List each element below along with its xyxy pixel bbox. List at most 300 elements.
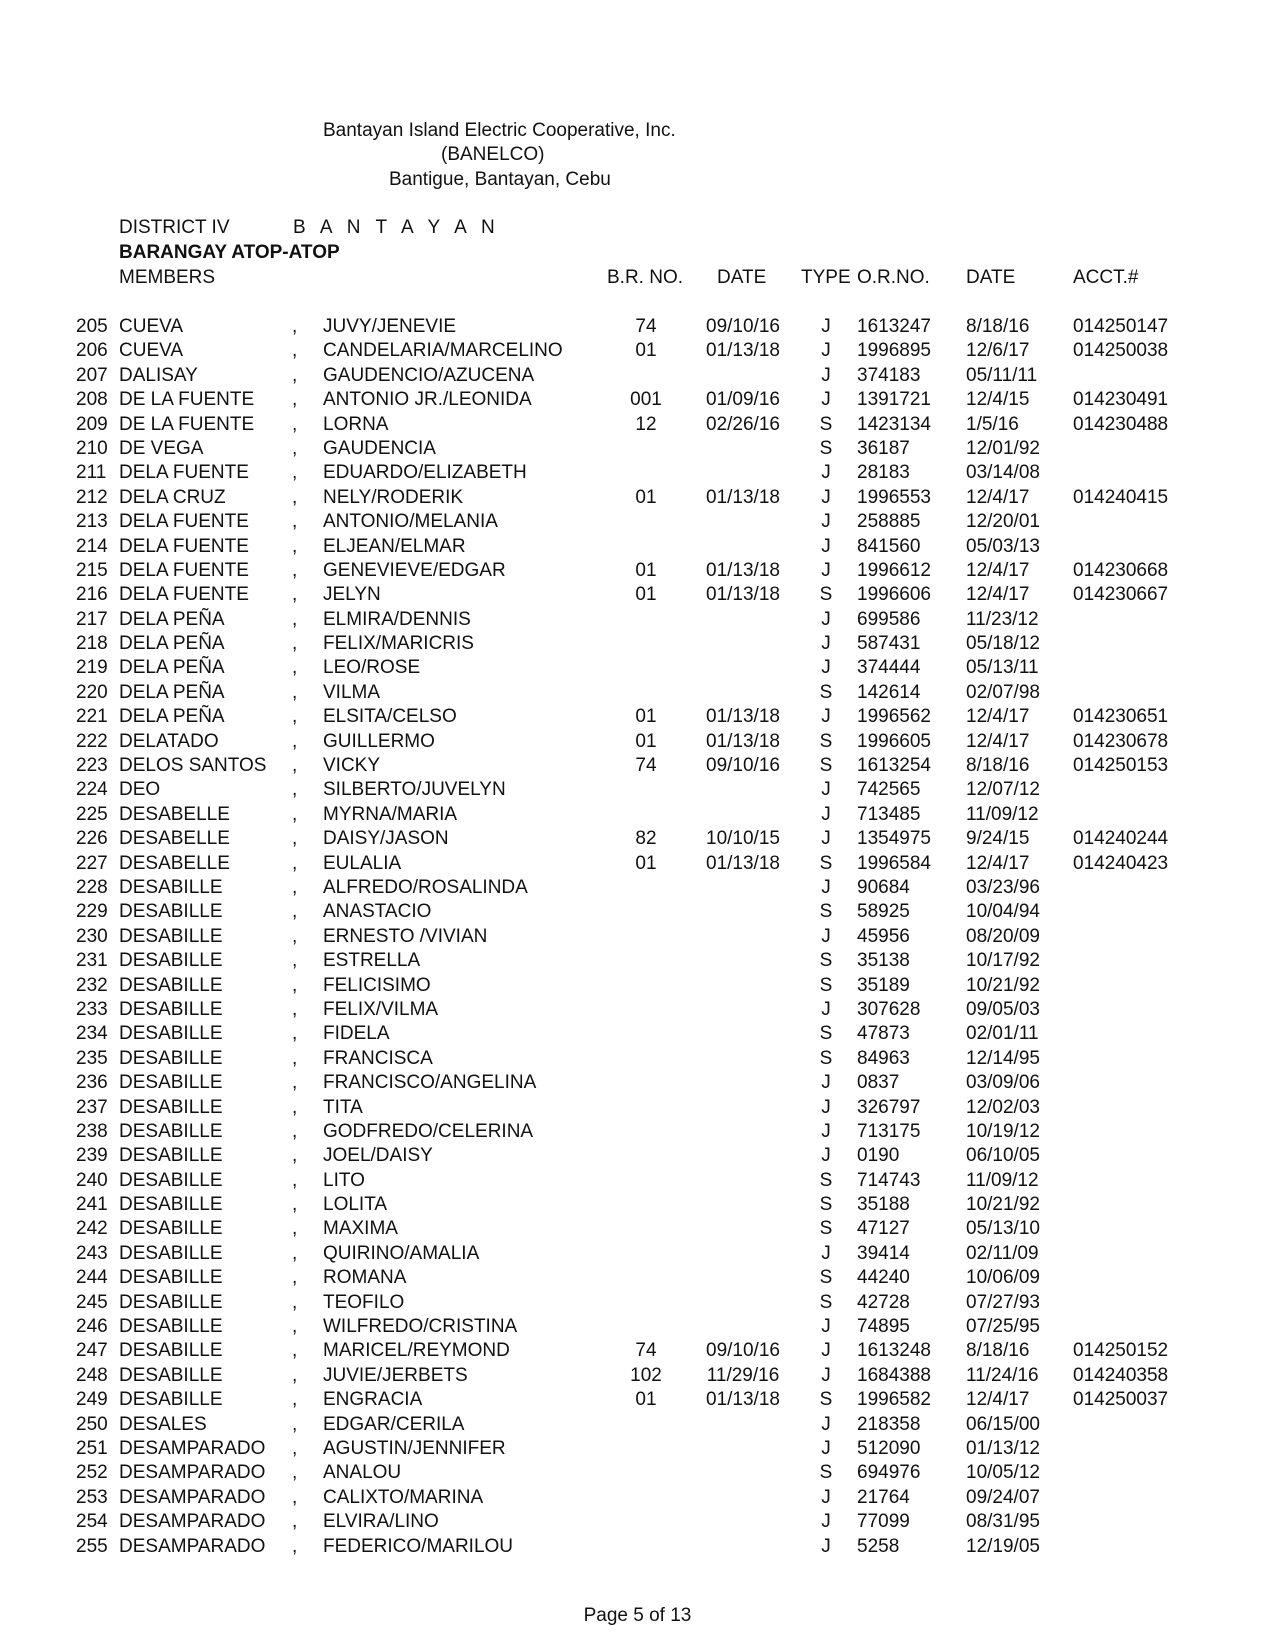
name-separator: , (292, 1340, 298, 1362)
name-separator: , (292, 1462, 298, 1484)
membership-type: S (819, 584, 833, 606)
or-number: 35188 (857, 1194, 910, 1216)
membership-type: S (819, 1389, 833, 1411)
table-row (0, 950, 1275, 974)
last-name: DESAMPARADO (119, 1462, 266, 1484)
first-names: FRANCISCA (323, 1047, 433, 1069)
or-number: 1996606 (857, 584, 931, 606)
district-label: DISTRICT IV (119, 217, 230, 238)
row-number: 237 (76, 1096, 108, 1118)
table-row (0, 1218, 1275, 1242)
first-names: ANTONIO JR./LEONIDA (323, 389, 532, 411)
br-number: 01 (635, 340, 657, 362)
membership-type: J (821, 1242, 831, 1264)
row-number: 246 (76, 1316, 108, 1338)
name-separator: , (292, 901, 298, 923)
first-names: EDGAR/CERILA (323, 1413, 465, 1435)
account-number: 014230651 (1073, 706, 1169, 728)
row-number: 254 (76, 1511, 108, 1533)
or-date: 10/04/94 (966, 901, 1040, 923)
membership-type: J (821, 779, 831, 801)
name-separator: , (292, 730, 298, 752)
row-number: 244 (76, 1267, 108, 1289)
org-name: Bantayan Island Electric Cooperative, Inc. (323, 120, 676, 141)
name-separator: , (292, 1120, 298, 1142)
first-names: MAXIMA (323, 1218, 398, 1240)
table-row (0, 779, 1275, 803)
name-separator: , (292, 1316, 298, 1338)
table-row (0, 1121, 1275, 1145)
or-date: 11/09/12 (966, 803, 1039, 825)
last-name: DELA FUENTE (119, 584, 249, 606)
table-row (0, 560, 1275, 584)
table-row (0, 609, 1275, 633)
first-names: GAUDENCIO/AZUCENA (323, 364, 535, 386)
row-number: 221 (76, 706, 108, 728)
first-names: LOLITA (323, 1194, 388, 1216)
br-number: 01 (635, 730, 657, 752)
name-separator: , (292, 950, 298, 972)
last-name: DESAMPARADO (119, 1511, 266, 1533)
or-number: 1996553 (857, 486, 931, 508)
or-date: 12/14/95 (966, 1047, 1040, 1069)
row-number: 223 (76, 755, 108, 777)
last-name: DELA PEÑA (119, 706, 225, 728)
name-separator: , (292, 413, 298, 435)
name-separator: , (292, 584, 298, 606)
last-name: DELA PEÑA (119, 657, 225, 679)
last-name: DESABILLE (119, 1340, 223, 1362)
table-row (0, 1243, 1275, 1267)
table-row (0, 536, 1275, 560)
account-number: 014240415 (1073, 486, 1169, 508)
or-date: 12/4/17 (966, 730, 1030, 752)
name-separator: , (292, 1437, 298, 1459)
or-number: 142614 (857, 681, 921, 703)
name-separator: , (292, 608, 298, 630)
name-separator: , (292, 1486, 298, 1508)
or-number: 1684388 (857, 1364, 931, 1386)
first-names: NELY/RODERIK (323, 486, 464, 508)
row-number: 227 (76, 852, 108, 874)
first-names: FELICISIMO (323, 974, 431, 996)
last-name: DESABILLE (119, 1291, 223, 1313)
account-number: 014250152 (1073, 1340, 1169, 1362)
or-number: 307628 (857, 998, 921, 1020)
membership-type: J (821, 486, 831, 508)
or-date: 8/18/16 (966, 755, 1030, 777)
row-number: 207 (76, 364, 108, 386)
or-date: 02/11/09 (966, 1242, 1039, 1264)
row-number: 219 (76, 657, 108, 679)
or-number: 45956 (857, 925, 910, 947)
member-list (0, 316, 1275, 1560)
or-number: 374444 (857, 657, 921, 679)
membership-type: J (821, 364, 831, 386)
last-name: DALISAY (119, 364, 198, 386)
first-names: JOEL/DAISY (323, 1145, 433, 1167)
table-row (0, 1194, 1275, 1218)
or-number: 44240 (857, 1267, 910, 1289)
name-separator: , (292, 437, 298, 459)
or-number: 374183 (857, 364, 921, 386)
row-number: 214 (76, 535, 108, 557)
first-names: CANDELARIA/MARCELINO (323, 340, 563, 362)
last-name: DESALES (119, 1413, 207, 1435)
last-name: DESABILLE (119, 925, 223, 947)
or-date: 05/13/10 (966, 1218, 1040, 1240)
br-date: 10/10/15 (706, 828, 780, 850)
name-separator: , (292, 1072, 298, 1094)
or-date: 8/18/16 (966, 316, 1030, 337)
last-name: DEO (119, 779, 161, 801)
br-date: 01/13/18 (706, 730, 780, 752)
col-header-or-date: DATE (966, 267, 1016, 288)
or-date: 12/19/05 (966, 1535, 1040, 1557)
first-names: MYRNA/MARIA (323, 803, 458, 825)
last-name: DESABILLE (119, 1072, 223, 1094)
name-separator: , (292, 1267, 298, 1289)
row-number: 228 (76, 876, 108, 898)
last-name: DELA FUENTE (119, 511, 249, 533)
table-row (0, 1170, 1275, 1194)
row-number: 225 (76, 803, 108, 825)
or-number: 218358 (857, 1413, 921, 1435)
table-row (0, 828, 1275, 852)
or-number: 699586 (857, 608, 921, 630)
or-date: 12/01/92 (966, 437, 1040, 459)
row-number: 210 (76, 437, 108, 459)
last-name: DESABILLE (119, 1218, 223, 1240)
or-number: 47127 (857, 1218, 910, 1240)
br-date: 02/26/16 (706, 413, 780, 435)
or-number: 36187 (857, 437, 910, 459)
last-name: DE LA FUENTE (119, 389, 255, 411)
membership-type: S (819, 1218, 833, 1240)
last-name: DESABILLE (119, 950, 223, 972)
account-number: 014250037 (1073, 1389, 1169, 1411)
membership-type: S (819, 901, 833, 923)
first-names: EULALIA (323, 852, 402, 874)
row-number: 211 (76, 462, 107, 484)
membership-type: J (821, 925, 831, 947)
name-separator: , (292, 559, 298, 581)
last-name: DELA PEÑA (119, 633, 225, 655)
last-name: CUEVA (119, 340, 184, 362)
last-name: DESABILLE (119, 1047, 223, 1069)
table-row (0, 1048, 1275, 1072)
row-number: 242 (76, 1218, 108, 1240)
table-row (0, 584, 1275, 608)
or-date: 06/15/00 (966, 1413, 1040, 1435)
row-number: 222 (76, 730, 108, 752)
first-names: AGUSTIN/JENNIFER (323, 1437, 506, 1459)
row-number: 236 (76, 1072, 108, 1094)
table-row (0, 657, 1275, 681)
last-name: DESABILLE (119, 1120, 223, 1142)
last-name: DE LA FUENTE (119, 413, 255, 435)
first-names: SILBERTO/JUVELYN (323, 779, 506, 801)
name-separator: , (292, 681, 298, 703)
name-separator: , (292, 1023, 298, 1045)
name-separator: , (292, 1291, 298, 1313)
row-number: 230 (76, 925, 108, 947)
or-date: 05/11/11 (966, 364, 1038, 386)
name-separator: , (292, 1194, 298, 1216)
or-number: 1613248 (857, 1340, 931, 1362)
or-date: 03/09/06 (966, 1072, 1040, 1094)
first-names: GODFREDO/CELERINA (323, 1120, 534, 1142)
table-row (0, 1097, 1275, 1121)
first-names: FEDERICO/MARILOU (323, 1535, 514, 1557)
or-number: 1996895 (857, 340, 931, 362)
membership-type: S (819, 974, 833, 996)
or-number: 713485 (857, 803, 921, 825)
or-number: 0190 (857, 1145, 900, 1167)
row-number: 209 (76, 413, 108, 435)
br-number: 001 (630, 389, 662, 411)
last-name: DELA FUENTE (119, 559, 249, 581)
or-date: 12/4/17 (966, 486, 1030, 508)
first-names: EDUARDO/ELIZABETH (323, 462, 527, 484)
col-header-or-no: O.R.NO. (857, 267, 930, 288)
or-number: 28183 (857, 462, 910, 484)
account-number: 014230668 (1073, 559, 1169, 581)
row-number: 251 (76, 1437, 108, 1459)
or-number: 1354975 (857, 828, 931, 850)
or-date: 10/19/12 (966, 1120, 1040, 1142)
or-date: 10/06/09 (966, 1267, 1040, 1289)
last-name: DESABILLE (119, 901, 223, 923)
membership-type: J (821, 1364, 831, 1386)
row-number: 245 (76, 1291, 108, 1313)
or-date: 12/4/17 (966, 706, 1030, 728)
or-date: 10/21/92 (966, 974, 1040, 996)
or-date: 1/5/16 (966, 413, 1019, 435)
or-number: 74895 (857, 1316, 910, 1338)
first-names: ALFREDO/ROSALINDA (323, 876, 528, 898)
row-number: 253 (76, 1486, 108, 1508)
table-row (0, 1414, 1275, 1438)
account-number: 014240244 (1073, 828, 1169, 850)
or-date: 01/13/12 (966, 1437, 1040, 1459)
or-date: 11/23/12 (966, 608, 1039, 630)
first-names: VILMA (323, 681, 381, 703)
or-number: 841560 (857, 535, 921, 557)
page-number: Page 5 of 13 (583, 1605, 692, 1626)
or-date: 07/25/95 (966, 1316, 1040, 1338)
table-row (0, 755, 1275, 779)
or-date: 05/03/13 (966, 535, 1040, 557)
org-address: Bantigue, Bantayan, Cebu (389, 169, 611, 190)
br-number: 01 (635, 559, 657, 581)
last-name: CUEVA (119, 316, 184, 337)
name-separator: , (292, 486, 298, 508)
membership-type: J (821, 1340, 831, 1362)
first-names: FRANCISCO/ANGELINA (323, 1072, 537, 1094)
or-number: 1996605 (857, 730, 931, 752)
membership-type: J (821, 657, 831, 679)
account-number: 014250153 (1073, 755, 1169, 777)
first-names: DAISY/JASON (323, 828, 449, 850)
table-row (0, 1145, 1275, 1169)
org-abbrev: (BANELCO) (441, 144, 545, 165)
or-number: 1423134 (857, 413, 931, 435)
table-row (0, 706, 1275, 730)
first-names: JUVIE/JERBETS (323, 1364, 468, 1386)
name-separator: , (292, 828, 298, 850)
name-separator: , (292, 706, 298, 728)
table-row (0, 1536, 1275, 1560)
membership-type: S (819, 1194, 833, 1216)
or-number: 587431 (857, 633, 921, 655)
membership-type: S (819, 755, 833, 777)
first-names: ANALOU (323, 1462, 402, 1484)
br-date: 09/10/16 (706, 755, 780, 777)
table-row (0, 1340, 1275, 1364)
account-number: 014240423 (1073, 852, 1169, 874)
membership-type: J (821, 1413, 831, 1435)
district-name: B A N T A Y A N (293, 217, 500, 238)
first-names: ROMANA (323, 1267, 407, 1289)
row-number: 220 (76, 681, 108, 703)
table-row (0, 633, 1275, 657)
table-row (0, 414, 1275, 438)
row-number: 249 (76, 1389, 108, 1411)
table-row (0, 438, 1275, 462)
first-names: ELVIRA/LINO (323, 1511, 439, 1533)
membership-type: J (821, 1072, 831, 1094)
row-number: 216 (76, 584, 108, 606)
account-number: 014230488 (1073, 413, 1169, 435)
row-number: 215 (76, 559, 108, 581)
or-date: 10/05/12 (966, 1462, 1040, 1484)
membership-type: J (821, 998, 831, 1020)
or-date: 05/13/11 (966, 657, 1039, 679)
account-number: 014240358 (1073, 1364, 1169, 1386)
or-number: 713175 (857, 1120, 921, 1142)
last-name: DE VEGA (119, 437, 204, 459)
table-row (0, 877, 1275, 901)
membership-type: J (821, 1145, 831, 1167)
last-name: DESABILLE (119, 1364, 223, 1386)
row-number: 226 (76, 828, 108, 850)
name-separator: , (292, 1511, 298, 1533)
row-number: 232 (76, 974, 108, 996)
or-number: 47873 (857, 1023, 910, 1045)
first-names: QUIRINO/AMALIA (323, 1242, 480, 1264)
membership-type: S (819, 1023, 833, 1045)
last-name: DESABELLE (119, 852, 230, 874)
name-separator: , (292, 1047, 298, 1069)
table-row (0, 853, 1275, 877)
or-date: 12/4/15 (966, 389, 1030, 411)
or-date: 02/01/11 (966, 1023, 1039, 1045)
table-row (0, 999, 1275, 1023)
or-date: 07/27/93 (966, 1291, 1040, 1313)
table-row (0, 1072, 1275, 1096)
table-row (0, 731, 1275, 755)
or-number: 58925 (857, 901, 910, 923)
row-number: 206 (76, 340, 108, 362)
membership-type: J (821, 389, 831, 411)
name-separator: , (292, 755, 298, 777)
table-row (0, 975, 1275, 999)
row-number: 224 (76, 779, 108, 801)
last-name: DELA PEÑA (119, 608, 225, 630)
membership-type: S (819, 950, 833, 972)
table-row (0, 901, 1275, 925)
br-number: 01 (635, 1389, 657, 1411)
name-separator: , (292, 1169, 298, 1191)
account-number: 014250147 (1073, 316, 1169, 337)
name-separator: , (292, 1218, 298, 1240)
or-number: 1996582 (857, 1389, 931, 1411)
or-date: 09/24/07 (966, 1486, 1040, 1508)
table-row (0, 1462, 1275, 1486)
table-row (0, 682, 1275, 706)
or-date: 12/4/17 (966, 559, 1030, 581)
table-row (0, 316, 1275, 340)
name-separator: , (292, 511, 298, 533)
membership-type: J (821, 1120, 831, 1142)
name-separator: , (292, 364, 298, 386)
last-name: DESAMPARADO (119, 1486, 266, 1508)
last-name: DELA CRUZ (119, 486, 226, 508)
first-names: JELYN (323, 584, 381, 606)
row-number: 247 (76, 1340, 108, 1362)
name-separator: , (292, 852, 298, 874)
br-date: 01/13/18 (706, 852, 780, 874)
or-number: 35189 (857, 974, 910, 996)
first-names: ERNESTO /VIVIAN (323, 925, 488, 947)
name-separator: , (292, 803, 298, 825)
first-names: GENEVIEVE/EDGAR (323, 559, 506, 581)
table-row (0, 1438, 1275, 1462)
table-row (0, 804, 1275, 828)
table-row (0, 340, 1275, 364)
col-header-type: TYPE (801, 267, 851, 288)
first-names: GAUDENCIA (323, 437, 436, 459)
last-name: DESABILLE (119, 1316, 223, 1338)
membership-type: J (821, 316, 831, 337)
br-date: 01/09/16 (706, 389, 780, 411)
br-number: 01 (635, 852, 657, 874)
name-separator: , (292, 462, 298, 484)
row-number: 255 (76, 1535, 108, 1557)
row-number: 243 (76, 1242, 108, 1264)
or-number: 258885 (857, 511, 921, 533)
first-names: MARICEL/REYMOND (323, 1340, 510, 1362)
row-number: 218 (76, 633, 108, 655)
or-number: 1613254 (857, 755, 931, 777)
name-separator: , (292, 1145, 298, 1167)
or-date: 08/20/09 (966, 925, 1040, 947)
row-number: 252 (76, 1462, 108, 1484)
or-number: 77099 (857, 1511, 910, 1533)
membership-type: S (819, 852, 833, 874)
table-row (0, 462, 1275, 486)
name-separator: , (292, 633, 298, 655)
first-names: ELMIRA/DENNIS (323, 608, 471, 630)
row-number: 239 (76, 1145, 108, 1167)
name-separator: , (292, 389, 298, 411)
name-separator: , (292, 1096, 298, 1118)
or-number: 21764 (857, 1486, 910, 1508)
br-number: 01 (635, 706, 657, 728)
name-separator: , (292, 779, 298, 801)
br-number: 82 (635, 828, 657, 850)
